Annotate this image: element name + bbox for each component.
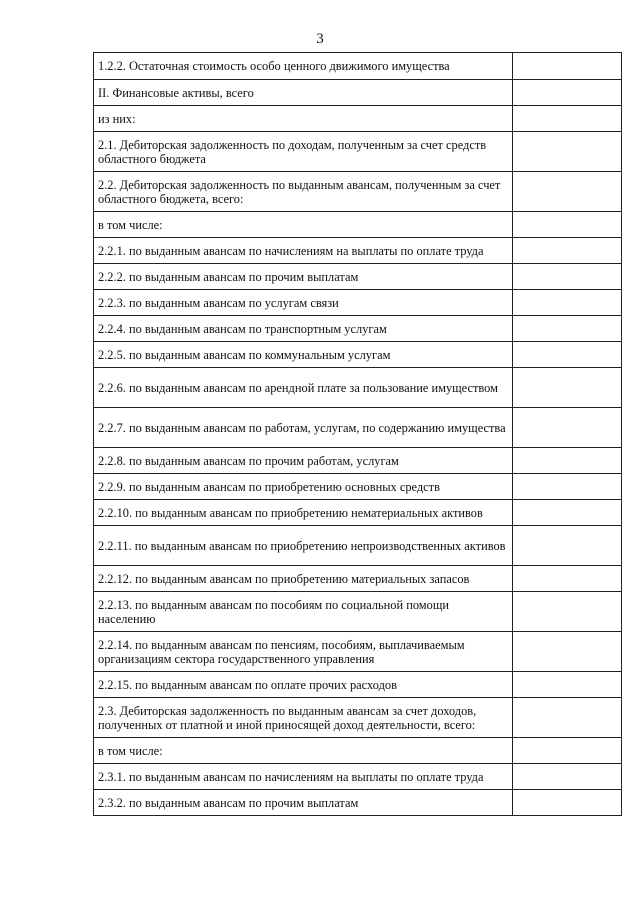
row-value-cell <box>513 316 622 342</box>
row-value-cell <box>513 500 622 526</box>
row-value-cell <box>513 790 622 816</box>
row-value-cell <box>513 672 622 698</box>
table-row <box>94 342 622 368</box>
row-value-cell <box>513 212 622 238</box>
row-label: 2.2.2. по выданным авансам по прочим выплатам <box>94 264 513 290</box>
table-row <box>94 448 622 474</box>
row-label: 2.2.1. по выданным авансам по начислениям на выплаты по оплате труда <box>94 238 513 264</box>
row-value-cell <box>513 592 622 632</box>
table-row <box>94 290 622 316</box>
row-value-cell <box>513 408 622 448</box>
row-label: 2.2.14. по выданным авансам по пенсиям, пособиям, выплачиваемым организациям сектора государственного управления <box>94 632 513 672</box>
row-value-cell <box>513 368 622 408</box>
financial-indicators-table <box>93 52 622 816</box>
table-row <box>94 698 622 738</box>
table-row <box>94 53 622 80</box>
row-label: II. Финансовые активы, всего <box>94 80 513 106</box>
table-row <box>94 738 622 764</box>
table-row <box>94 132 622 172</box>
row-value-cell <box>513 764 622 790</box>
row-label: в том числе: <box>94 212 513 238</box>
row-label: 2.3.1. по выданным авансам по начислениям на выплаты по оплате труда <box>94 764 513 790</box>
row-value-cell <box>513 80 622 106</box>
row-label: 2.2.6. по выданным авансам по арендной плате за пользование имуществом <box>94 368 513 408</box>
table-row <box>94 526 622 566</box>
row-value-cell <box>513 448 622 474</box>
table-row <box>94 592 622 632</box>
table-row <box>94 474 622 500</box>
row-value-cell <box>513 264 622 290</box>
table-row <box>94 212 622 238</box>
row-value-cell <box>513 698 622 738</box>
row-label: 2.2.9. по выданным авансам по приобретению основных средств <box>94 474 513 500</box>
row-value-cell <box>513 738 622 764</box>
row-value-cell <box>513 632 622 672</box>
row-label: 2.2.11. по выданным авансам по приобретению непроизводственных активов <box>94 526 513 566</box>
row-label: в том числе: <box>94 738 513 764</box>
row-value-cell <box>513 474 622 500</box>
row-label: 2.2.3. по выданным авансам по услугам связи <box>94 290 513 316</box>
table-row <box>94 106 622 132</box>
row-label: 1.2.2. Остаточная стоимость особо ценного движимого имущества <box>94 53 513 80</box>
row-value-cell <box>513 106 622 132</box>
table-row <box>94 500 622 526</box>
table-row <box>94 566 622 592</box>
page-number: 3 <box>316 31 324 47</box>
table-row <box>94 238 622 264</box>
table-row <box>94 408 622 448</box>
row-label: 2.2.8. по выданным авансам по прочим работам, услугам <box>94 448 513 474</box>
row-label: 2.2.7. по выданным авансам по работам, услугам, по содержанию имущества <box>94 408 513 448</box>
row-value-cell <box>513 53 622 80</box>
row-label: из них: <box>94 106 513 132</box>
row-value-cell <box>513 238 622 264</box>
row-label: 2.2.12. по выданным авансам по приобретению материальных запасов <box>94 566 513 592</box>
table-row <box>94 764 622 790</box>
table-row <box>94 368 622 408</box>
row-value-cell <box>513 566 622 592</box>
row-label: 2.2. Дебиторская задолженность по выданным авансам, полученным за счет областного бюджета, всего: <box>94 172 513 212</box>
row-label: 2.3.2. по выданным авансам по прочим выплатам <box>94 790 513 816</box>
row-label: 2.2.4. по выданным авансам по транспортным услугам <box>94 316 513 342</box>
table-row <box>94 790 622 816</box>
row-value-cell <box>513 526 622 566</box>
row-value-cell <box>513 172 622 212</box>
table-row <box>94 172 622 212</box>
row-value-cell <box>513 342 622 368</box>
table-row <box>94 264 622 290</box>
table-row <box>94 80 622 106</box>
table-row <box>94 632 622 672</box>
row-value-cell <box>513 132 622 172</box>
row-label: 2.3. Дебиторская задолженность по выданным авансам за счет доходов, полученных от платной и иной приносящей доход деятельности, всего: <box>94 698 513 738</box>
row-label: 2.2.13. по выданным авансам по пособиям по социальной помощи населению <box>94 592 513 632</box>
row-label: 2.2.10. по выданным авансам по приобретению нематериальных активов <box>94 500 513 526</box>
row-label: 2.2.5. по выданным авансам по коммунальным услугам <box>94 342 513 368</box>
row-value-cell <box>513 290 622 316</box>
table-row <box>94 316 622 342</box>
row-label: 2.1. Дебиторская задолженность по доходам, полученным за счет средств областного бюджета <box>94 132 513 172</box>
table-row <box>94 672 622 698</box>
row-label: 2.2.15. по выданным авансам по оплате прочих расходов <box>94 672 513 698</box>
